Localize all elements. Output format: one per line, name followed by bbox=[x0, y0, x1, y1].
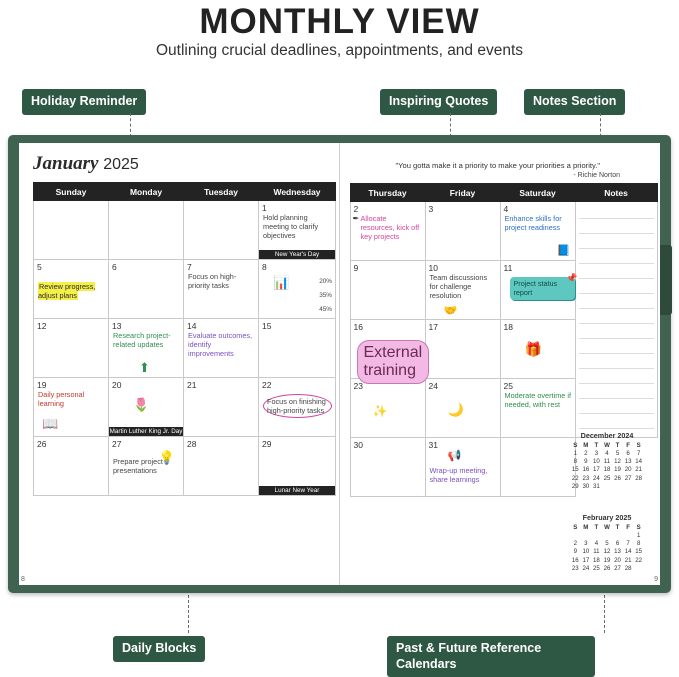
mini-day: 18 bbox=[603, 466, 611, 474]
day-number: 18 bbox=[503, 322, 513, 332]
weekday-saturday: Saturday bbox=[500, 184, 575, 202]
day-cell[interactable] bbox=[109, 378, 184, 437]
star-icon: ✨ bbox=[372, 404, 388, 418]
day-cell[interactable] bbox=[109, 201, 184, 260]
note-line bbox=[579, 369, 654, 384]
day-number: 16 bbox=[353, 322, 363, 332]
mini-day: 27 bbox=[614, 564, 621, 572]
mini-day: 14 bbox=[624, 548, 632, 556]
day-note-highlighted: Review progress, adjust plans bbox=[38, 282, 96, 301]
page-number-right: 9 bbox=[654, 576, 658, 583]
mini-day: 3 bbox=[584, 540, 588, 548]
note-line bbox=[579, 354, 654, 369]
note-line bbox=[579, 384, 654, 399]
mini-day bbox=[612, 532, 623, 540]
mini-day: 22 bbox=[635, 556, 643, 564]
mini-day: 2 bbox=[573, 540, 577, 548]
mini-calendar-february[interactable] bbox=[570, 513, 644, 573]
day-number: 3 bbox=[428, 204, 434, 214]
mini-day: 4 bbox=[594, 540, 599, 548]
day-number: 23 bbox=[353, 381, 363, 391]
day-cell[interactable] bbox=[500, 379, 575, 438]
day-cell[interactable] bbox=[500, 438, 575, 497]
day-number: 14 bbox=[187, 321, 197, 331]
pct-label-1: 20% bbox=[319, 278, 332, 285]
mini-calendar-title: December 2024 bbox=[580, 431, 634, 440]
day-note: Allocate resources, kick off key projects bbox=[360, 214, 420, 242]
day-number: 26 bbox=[37, 439, 47, 449]
pct-label-3: 45% bbox=[319, 306, 332, 313]
day-cell[interactable] bbox=[34, 201, 109, 260]
mini-calendar-grid bbox=[570, 524, 644, 573]
mini-day: 1 bbox=[573, 449, 577, 457]
mini-day: 30 bbox=[582, 482, 590, 490]
day-cell[interactable] bbox=[259, 437, 336, 496]
mini-weekday: T bbox=[594, 441, 599, 449]
day-cell[interactable] bbox=[259, 201, 336, 260]
mini-day bbox=[633, 565, 644, 573]
day-note: Hold planning meeting to clarify objectives bbox=[263, 213, 319, 241]
day-number: 8 bbox=[262, 262, 267, 272]
day-cell[interactable] bbox=[500, 202, 575, 261]
day-cell[interactable] bbox=[184, 437, 259, 496]
mini-day: 16 bbox=[582, 466, 590, 474]
note-line bbox=[579, 294, 654, 309]
mini-weekday: M bbox=[583, 441, 589, 449]
day-cell[interactable] bbox=[350, 438, 425, 497]
mini-day: 21 bbox=[635, 466, 643, 474]
notebook-icon: 📘 bbox=[556, 245, 571, 257]
note-line bbox=[579, 339, 654, 354]
mini-day: 20 bbox=[624, 466, 632, 474]
calendar-week-row bbox=[34, 378, 336, 437]
day-number: 12 bbox=[37, 321, 47, 331]
mini-day: 31 bbox=[593, 482, 600, 490]
mini-day: 11 bbox=[603, 458, 611, 466]
day-cell[interactable] bbox=[184, 319, 259, 378]
sticky-note bbox=[510, 273, 578, 300]
day-note: Daily personal learning bbox=[38, 390, 85, 409]
mini-day: 19 bbox=[603, 556, 611, 564]
book-tab bbox=[658, 245, 672, 315]
mini-weekday: T bbox=[615, 523, 620, 531]
notes-column-header: Notes bbox=[575, 184, 657, 202]
day-cell[interactable] bbox=[425, 261, 500, 320]
mini-day: 9 bbox=[584, 458, 588, 466]
holiday-banner: Martin Luther King Jr. Day bbox=[109, 428, 183, 435]
mini-day: 11 bbox=[593, 548, 600, 556]
mini-day: 18 bbox=[593, 556, 600, 564]
mini-day: 6 bbox=[615, 540, 620, 548]
up-arrow-icon: ⬆ bbox=[139, 360, 150, 375]
mini-day: 22 bbox=[571, 474, 579, 482]
day-cell[interactable] bbox=[34, 378, 109, 437]
mini-day: 8 bbox=[636, 540, 641, 548]
calendar-week-row bbox=[350, 202, 657, 261]
mini-weekday: W bbox=[604, 523, 610, 531]
holiday-banner: Lunar New Year bbox=[259, 486, 335, 495]
day-number: 1 bbox=[262, 203, 267, 213]
day-note: Research project-related updates bbox=[113, 331, 171, 350]
calendar-week-row bbox=[34, 260, 336, 319]
day-number: 29 bbox=[262, 439, 272, 449]
day-note: Enhance skills for project readiness bbox=[504, 214, 562, 233]
day-number bbox=[109, 201, 183, 203]
mini-day: 8 bbox=[573, 458, 577, 466]
mini-weekday: F bbox=[626, 523, 630, 531]
mini-day: 4 bbox=[605, 449, 609, 457]
day-note-pill: External training bbox=[357, 340, 430, 384]
callout-inspiring-quotes: Inspiring Quotes bbox=[380, 89, 497, 115]
day-cell[interactable] bbox=[34, 319, 109, 378]
day-cell[interactable] bbox=[109, 319, 184, 378]
day-cell[interactable] bbox=[184, 201, 259, 260]
note-line bbox=[579, 399, 654, 414]
weekday-tuesday: Tuesday bbox=[184, 183, 259, 201]
day-number: 28 bbox=[187, 439, 197, 449]
weekday-thursday: Thursday bbox=[350, 184, 425, 202]
quote-author: - Richie Norton bbox=[573, 172, 620, 179]
note-line bbox=[579, 264, 654, 279]
mini-day: 24 bbox=[582, 564, 590, 572]
day-number: 15 bbox=[262, 321, 272, 331]
day-cell[interactable] bbox=[109, 437, 184, 496]
mini-day: 19 bbox=[614, 466, 621, 474]
day-cell[interactable] bbox=[34, 260, 109, 319]
planner-page-right bbox=[340, 143, 661, 585]
book-icon: 📖 bbox=[42, 416, 59, 431]
page-number-left: 8 bbox=[21, 576, 25, 583]
lightbulb-icon: 💡 bbox=[158, 450, 175, 465]
day-cell[interactable] bbox=[500, 320, 575, 379]
calendar-week-row bbox=[34, 437, 336, 496]
weekday-monday: Monday bbox=[109, 183, 184, 201]
day-cell[interactable] bbox=[34, 437, 109, 496]
pen-icon: ✒ bbox=[352, 214, 360, 223]
mini-day: 5 bbox=[605, 540, 609, 548]
mini-day: 5 bbox=[615, 449, 620, 457]
day-number bbox=[184, 201, 258, 203]
weekday-sunday: Sunday bbox=[34, 183, 109, 201]
mini-day: 24 bbox=[593, 474, 600, 482]
mini-day: 3 bbox=[594, 449, 599, 457]
mini-day: 23 bbox=[571, 564, 579, 572]
note-line bbox=[579, 309, 654, 324]
callout-notes-section: Notes Section bbox=[524, 89, 625, 115]
day-number: 19 bbox=[37, 380, 47, 390]
chart-doodle-icon: 📊 bbox=[273, 275, 290, 290]
mini-day: 28 bbox=[624, 564, 632, 572]
note-line bbox=[579, 219, 654, 234]
day-number: 4 bbox=[503, 204, 509, 214]
day-number: 9 bbox=[353, 263, 359, 273]
mini-day bbox=[602, 532, 613, 540]
calendar-header-row bbox=[34, 183, 336, 201]
note-line bbox=[579, 324, 654, 339]
mini-weekday: S bbox=[636, 441, 641, 449]
mini-day bbox=[633, 483, 644, 491]
page-subtitle: Outlining crucial deadlines, appointments, and events bbox=[155, 42, 524, 59]
day-cell[interactable] bbox=[184, 378, 259, 437]
day-number: 22 bbox=[262, 380, 272, 390]
day-cell[interactable] bbox=[184, 260, 259, 319]
mini-day: 10 bbox=[582, 548, 590, 556]
callout-reference-calendars: Past & Future Reference Calendars bbox=[387, 636, 595, 677]
mini-day: 13 bbox=[624, 458, 632, 466]
day-note: Team discussions for challenge resolution bbox=[429, 273, 488, 301]
callout-daily-blocks: Daily Blocks bbox=[113, 636, 205, 662]
mini-day: 12 bbox=[603, 548, 611, 556]
day-cell[interactable] bbox=[350, 202, 425, 261]
day-number: 31 bbox=[428, 440, 438, 450]
day-number: 6 bbox=[112, 262, 117, 272]
notes-area[interactable] bbox=[575, 202, 657, 438]
mini-day: 15 bbox=[571, 466, 579, 474]
note-line bbox=[579, 249, 654, 264]
mini-day: 6 bbox=[626, 449, 630, 457]
mini-day bbox=[591, 532, 602, 540]
pct-label-2: 35% bbox=[319, 292, 332, 299]
day-cell[interactable] bbox=[350, 320, 425, 379]
day-number: 11 bbox=[503, 263, 513, 273]
mini-day: 26 bbox=[614, 474, 621, 482]
mini-weekday: T bbox=[594, 523, 599, 531]
planner-pages bbox=[19, 143, 660, 585]
mini-day: 26 bbox=[603, 564, 611, 572]
mini-day: 17 bbox=[582, 556, 590, 564]
calendar-week-row bbox=[34, 201, 336, 260]
mini-day: 21 bbox=[624, 556, 632, 564]
mini-day: 7 bbox=[626, 540, 630, 548]
note-line bbox=[579, 234, 654, 249]
note-line bbox=[579, 204, 654, 219]
day-number: 21 bbox=[187, 380, 197, 390]
day-number: 5 bbox=[37, 262, 42, 272]
day-note: Wrap-up meeting, share learnings bbox=[429, 466, 488, 485]
mini-day: 12 bbox=[614, 458, 621, 466]
holiday-banner: New Year's Day bbox=[259, 250, 335, 259]
mini-day: 27 bbox=[624, 474, 632, 482]
mini-weekday: M bbox=[583, 523, 589, 531]
mini-weekday: F bbox=[626, 441, 630, 449]
mini-calendar-december[interactable] bbox=[570, 431, 644, 491]
day-note: Prepare project presentations bbox=[113, 457, 163, 476]
mini-weekday: S bbox=[573, 441, 578, 449]
mini-calendar-title: February 2025 bbox=[582, 513, 632, 522]
inspiring-quote: "You gotta make it a priority to make your priorities a priority." bbox=[395, 161, 601, 170]
calendar-left bbox=[33, 182, 336, 496]
handshake-icon: 🤝 bbox=[443, 305, 458, 317]
mini-day: 10 bbox=[593, 458, 600, 466]
mini-weekday: W bbox=[604, 441, 610, 449]
day-cell[interactable] bbox=[425, 202, 500, 261]
pushpin-icon: 📌 bbox=[566, 273, 578, 283]
mini-weekday: S bbox=[636, 523, 641, 531]
mini-day: 1 bbox=[636, 531, 641, 539]
moon-icon: 🌙 bbox=[447, 402, 464, 417]
day-number: 7 bbox=[187, 262, 192, 272]
day-cell[interactable] bbox=[425, 438, 500, 497]
day-cell[interactable] bbox=[259, 319, 336, 378]
day-note: Evaluate outcomes, identify improvements bbox=[188, 331, 253, 359]
mini-day: 29 bbox=[571, 482, 579, 490]
mini-day: 20 bbox=[614, 556, 621, 564]
month-year: 2025 bbox=[103, 156, 139, 173]
sticky-note-text: Project status report bbox=[513, 279, 558, 297]
mini-day bbox=[623, 532, 634, 540]
day-number bbox=[501, 438, 575, 440]
weekday-wednesday: Wednesday bbox=[259, 183, 336, 201]
mini-weekday: T bbox=[615, 441, 620, 449]
day-number: 2 bbox=[353, 204, 359, 214]
mini-day: 16 bbox=[571, 556, 579, 564]
mini-day: 23 bbox=[582, 474, 590, 482]
day-cell[interactable] bbox=[500, 261, 578, 320]
mini-day: 9 bbox=[573, 548, 577, 556]
day-cell[interactable] bbox=[259, 378, 336, 437]
mini-day: 17 bbox=[593, 466, 600, 474]
day-cell[interactable] bbox=[425, 320, 500, 379]
day-note-circled: Focus on finishing high-priority tasks bbox=[263, 394, 332, 418]
mini-day: 2 bbox=[584, 449, 588, 457]
day-note: Moderate overtime if needed, with rest bbox=[504, 391, 572, 410]
note-line bbox=[579, 279, 654, 294]
gift-icon: 🎁 bbox=[524, 341, 542, 357]
month-name: January bbox=[33, 153, 99, 174]
mini-calendar-grid bbox=[570, 442, 644, 491]
mini-weekday: S bbox=[573, 523, 578, 531]
day-number: 25 bbox=[503, 381, 513, 391]
day-number: 17 bbox=[428, 322, 438, 332]
day-number: 20 bbox=[112, 380, 122, 390]
mini-day: 28 bbox=[635, 474, 643, 482]
mini-day bbox=[602, 483, 613, 491]
calendar-header-row bbox=[350, 184, 657, 202]
mini-day: 13 bbox=[614, 548, 621, 556]
megaphone-icon: 📢 bbox=[447, 450, 462, 462]
day-cell[interactable] bbox=[259, 260, 336, 319]
planner-book bbox=[8, 135, 671, 593]
weekday-friday: Friday bbox=[425, 184, 500, 202]
mini-day bbox=[623, 483, 634, 491]
mini-day: 15 bbox=[635, 548, 643, 556]
month-heading bbox=[33, 153, 329, 175]
day-number: 27 bbox=[112, 439, 122, 449]
callout-holiday-reminder: Holiday Reminder bbox=[22, 89, 146, 115]
mini-day bbox=[581, 532, 592, 540]
day-cell[interactable] bbox=[350, 379, 425, 438]
flower-icon: 🌷 bbox=[133, 397, 150, 412]
day-cell[interactable] bbox=[425, 379, 500, 438]
planner-page-left bbox=[19, 143, 340, 585]
day-number: 24 bbox=[428, 381, 438, 391]
day-number: 13 bbox=[112, 321, 122, 331]
page-title: MONTHLY VIEW bbox=[199, 2, 480, 41]
mini-day bbox=[570, 532, 581, 540]
day-cell[interactable] bbox=[109, 260, 184, 319]
mini-day: 7 bbox=[636, 449, 641, 457]
day-cell[interactable] bbox=[350, 261, 425, 320]
mini-day: 14 bbox=[635, 458, 643, 466]
day-note: Focus on high-priority tasks bbox=[188, 272, 237, 291]
mini-day bbox=[612, 483, 623, 491]
day-number bbox=[34, 201, 108, 203]
mini-day: 25 bbox=[603, 474, 611, 482]
day-number: 30 bbox=[353, 440, 363, 450]
note-line bbox=[579, 414, 654, 429]
mini-day: 25 bbox=[593, 564, 600, 572]
day-number: 10 bbox=[428, 263, 438, 273]
calendar-week-row bbox=[34, 319, 336, 378]
